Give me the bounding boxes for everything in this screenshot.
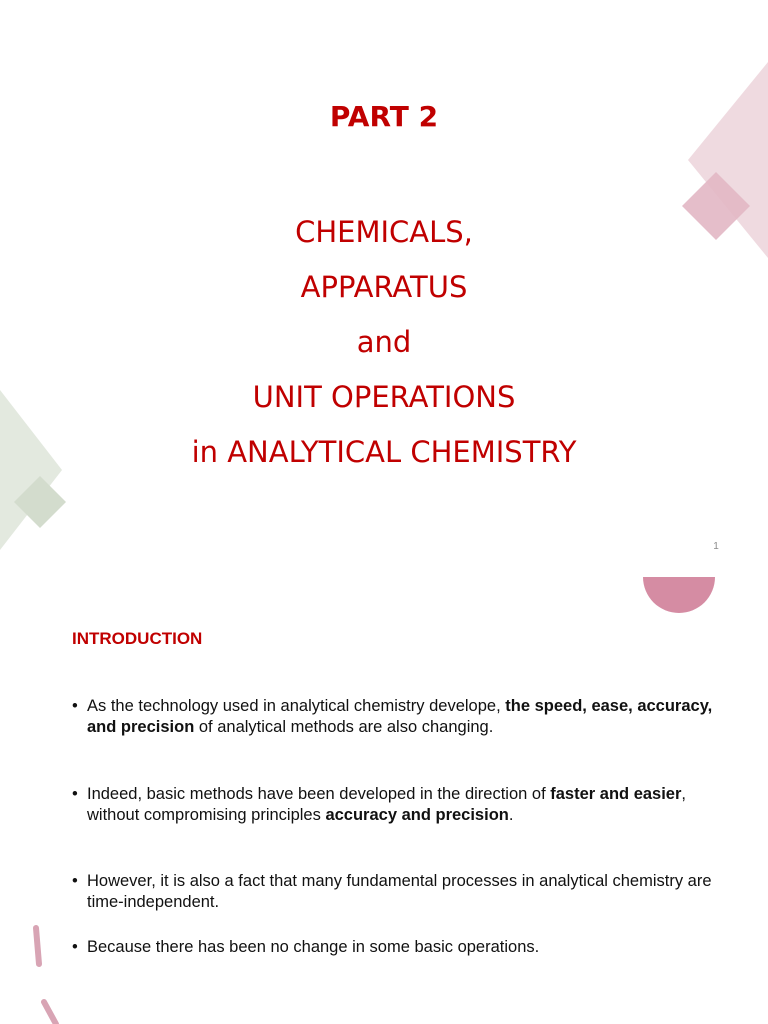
bullet-text: Indeed, basic methods have been developed in the direction of xyxy=(87,785,551,803)
bullet-text: , without compromising principles xyxy=(87,785,686,824)
title-line: in ANALYTICAL CHEMISTRY xyxy=(191,435,577,469)
bullet-icon: • xyxy=(72,872,78,890)
bullet-bold-text: the speed, ease, accuracy, and precision xyxy=(87,697,713,736)
bullet-text: However, it is also a fact that many fundamental processes in analytical chemistry are time-independent. xyxy=(87,872,712,911)
bullet-text: of analytical methods are also changing. xyxy=(194,718,494,736)
bullet-item xyxy=(72,696,732,784)
bullet-text: . xyxy=(508,806,514,824)
slide-title xyxy=(0,210,768,485)
bullet-bold-text: faster and easier xyxy=(550,785,682,803)
page-number: 1 xyxy=(713,541,719,552)
bullet-bold-text: accuracy and precision xyxy=(325,806,509,824)
title-line: CHEMICALS, xyxy=(295,215,473,249)
bullet-icon: • xyxy=(72,785,78,803)
bullet-icon: • xyxy=(72,697,78,715)
bullet-text: Because there has been no change in some basic operations. xyxy=(87,938,540,956)
bullet-list xyxy=(72,696,732,958)
title-line: UNIT OPERATIONS xyxy=(252,380,516,414)
bullet-item xyxy=(72,871,732,937)
title-line: and xyxy=(356,325,412,359)
bullet-item xyxy=(72,937,732,958)
bullet-icon: • xyxy=(72,938,78,956)
part-title: PART 2 xyxy=(329,100,439,133)
section-heading: INTRODUCTION xyxy=(72,629,203,648)
title-line: APPARATUS xyxy=(300,270,468,304)
bullet-text: As the technology used in analytical chemistry develope, xyxy=(87,697,506,715)
bullet-item xyxy=(72,784,732,871)
